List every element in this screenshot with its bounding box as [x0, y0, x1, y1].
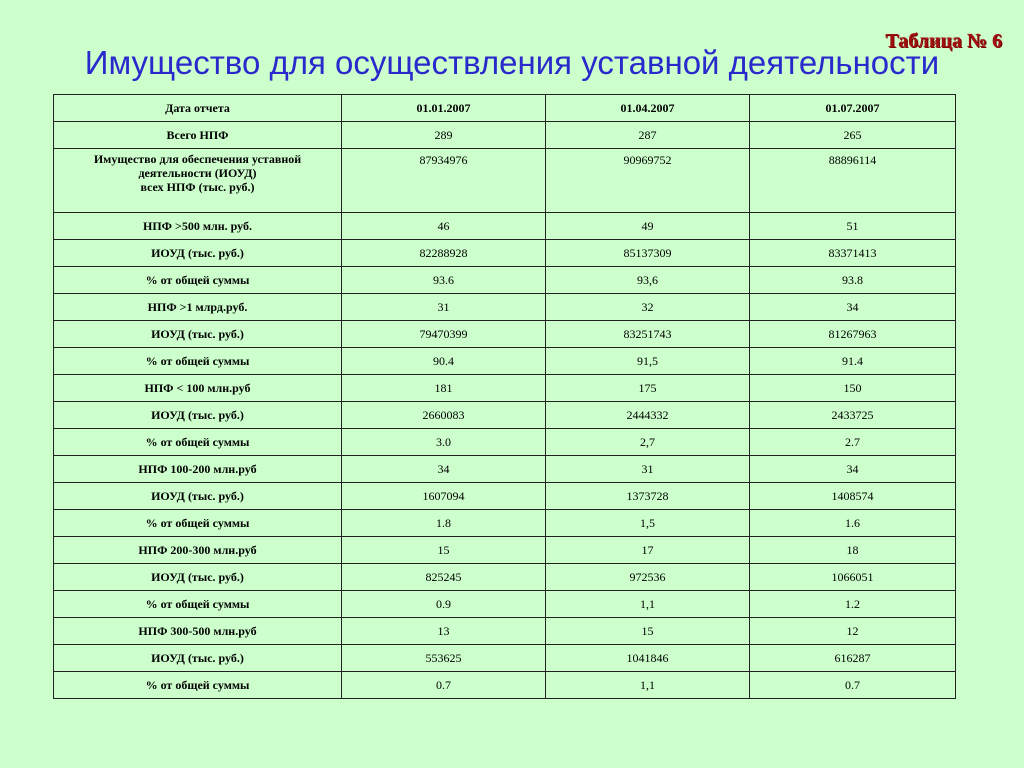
table-row — [54, 149, 956, 213]
table-row — [54, 510, 956, 537]
value-cell: 91.4 — [750, 348, 956, 375]
table-row — [54, 591, 956, 618]
value-cell: 82288928 — [342, 240, 546, 267]
value-cell: 1066051 — [750, 564, 956, 591]
value-cell: 825245 — [342, 564, 546, 591]
value-cell: 0.7 — [750, 672, 956, 699]
row-label-cell: НПФ < 100 млн.руб — [54, 375, 342, 402]
page-title: Имущество для осуществления уставной деятельности — [84, 44, 940, 81]
value-cell: 1.2 — [750, 591, 956, 618]
value-cell: 46 — [342, 213, 546, 240]
table-row — [54, 402, 956, 429]
table-row — [54, 564, 956, 591]
value-cell: 1.6 — [750, 510, 956, 537]
header-row — [54, 95, 956, 122]
value-cell: 265 — [750, 122, 956, 149]
value-cell: 34 — [750, 456, 956, 483]
value-cell: 1.8 — [342, 510, 546, 537]
table-row — [54, 672, 956, 699]
value-cell: 90969752 — [546, 149, 750, 213]
row-label-cell: НПФ 100-200 млн.руб — [54, 456, 342, 483]
value-cell: 1607094 — [342, 483, 546, 510]
value-cell: 49 — [546, 213, 750, 240]
value-cell: 34 — [342, 456, 546, 483]
table-row — [54, 267, 956, 294]
value-cell: 287 — [546, 122, 750, 149]
value-cell: 13 — [342, 618, 546, 645]
row-label-cell: % от общей суммы — [54, 510, 342, 537]
value-cell: 0.9 — [342, 591, 546, 618]
row-label-line: деятельности (ИОУД) — [138, 166, 257, 180]
value-cell: 88896114 — [750, 149, 956, 213]
row-label-cell: % от общей суммы — [54, 591, 342, 618]
row-label-cell: НПФ >1 млрд.руб. — [54, 294, 342, 321]
value-cell: 18 — [750, 537, 956, 564]
row-label-cell: ИОУД (тыс. руб.) — [54, 240, 342, 267]
row-label-cell: % от общей суммы — [54, 672, 342, 699]
value-cell: 0.7 — [342, 672, 546, 699]
header-date-cell: 01.07.2007 — [750, 95, 956, 122]
value-cell: 15 — [546, 618, 750, 645]
table-row — [54, 645, 956, 672]
value-cell: 289 — [342, 122, 546, 149]
value-cell: 81267963 — [750, 321, 956, 348]
value-cell: 93,6 — [546, 267, 750, 294]
row-label-cell: ИОУД (тыс. руб.) — [54, 483, 342, 510]
value-cell: 2660083 — [342, 402, 546, 429]
table-row — [54, 294, 956, 321]
value-cell: 181 — [342, 375, 546, 402]
value-cell: 2433725 — [750, 402, 956, 429]
row-label-cell: ИОУД (тыс. руб.) — [54, 321, 342, 348]
value-cell: 91,5 — [546, 348, 750, 375]
row-label-cell: НПФ 200-300 млн.руб — [54, 537, 342, 564]
table-number-badge: Таблица № 6 — [885, 30, 1002, 52]
value-cell: 972536 — [546, 564, 750, 591]
value-cell: 83251743 — [546, 321, 750, 348]
value-cell: 1,5 — [546, 510, 750, 537]
value-cell: 90.4 — [342, 348, 546, 375]
row-label-cell: ИОУД (тыс. руб.) — [54, 564, 342, 591]
table-row — [54, 321, 956, 348]
value-cell: 79470399 — [342, 321, 546, 348]
row-label-cell: НПФ 300-500 млн.руб — [54, 618, 342, 645]
header-date-cell: 01.01.2007 — [342, 95, 546, 122]
row-label-cell: НПФ >500 млн. руб. — [54, 213, 342, 240]
value-cell: 1,1 — [546, 672, 750, 699]
value-cell: 15 — [342, 537, 546, 564]
value-cell: 31 — [342, 294, 546, 321]
row-label-cell: % от общей суммы — [54, 348, 342, 375]
table-row — [54, 483, 956, 510]
value-cell: 32 — [546, 294, 750, 321]
value-cell: 3.0 — [342, 429, 546, 456]
value-cell: 553625 — [342, 645, 546, 672]
value-cell: 2.7 — [750, 429, 956, 456]
table-row — [54, 618, 956, 645]
table-row — [54, 348, 956, 375]
row-label-cell: % от общей суммы — [54, 429, 342, 456]
value-cell: 1,1 — [546, 591, 750, 618]
value-cell: 31 — [546, 456, 750, 483]
value-cell: 616287 — [750, 645, 956, 672]
table-row — [54, 213, 956, 240]
row-label-cell: ИОУД (тыс. руб.) — [54, 645, 342, 672]
value-cell: 83371413 — [750, 240, 956, 267]
value-cell: 17 — [546, 537, 750, 564]
table-row — [54, 429, 956, 456]
value-cell: 87934976 — [342, 149, 546, 213]
row-label-cell: % от общей суммы — [54, 267, 342, 294]
value-cell: 51 — [750, 213, 956, 240]
data-table — [53, 94, 956, 699]
table-row — [54, 375, 956, 402]
value-cell: 150 — [750, 375, 956, 402]
value-cell: 34 — [750, 294, 956, 321]
header-date-cell: 01.04.2007 — [546, 95, 750, 122]
value-cell: 1408574 — [750, 483, 956, 510]
row-label-line: Имущество для обеспечения уставной — [93, 152, 302, 166]
table-row — [54, 537, 956, 564]
table-row — [54, 456, 956, 483]
value-cell: 175 — [546, 375, 750, 402]
table-row — [54, 240, 956, 267]
row-label-cell: ИОУД (тыс. руб.) — [54, 402, 342, 429]
value-cell: 12 — [750, 618, 956, 645]
value-cell: 1373728 — [546, 483, 750, 510]
value-cell: 2,7 — [546, 429, 750, 456]
row-label-line: всех НПФ (тыс. руб.) — [140, 180, 255, 194]
value-cell: 85137309 — [546, 240, 750, 267]
row-label-cell — [54, 149, 342, 213]
value-cell: 2444332 — [546, 402, 750, 429]
row-label-cell: Всего НПФ — [54, 122, 342, 149]
header-label-cell: Дата отчета — [54, 95, 342, 122]
value-cell: 93.8 — [750, 267, 956, 294]
value-cell: 93.6 — [342, 267, 546, 294]
value-cell: 1041846 — [546, 645, 750, 672]
table-row — [54, 122, 956, 149]
